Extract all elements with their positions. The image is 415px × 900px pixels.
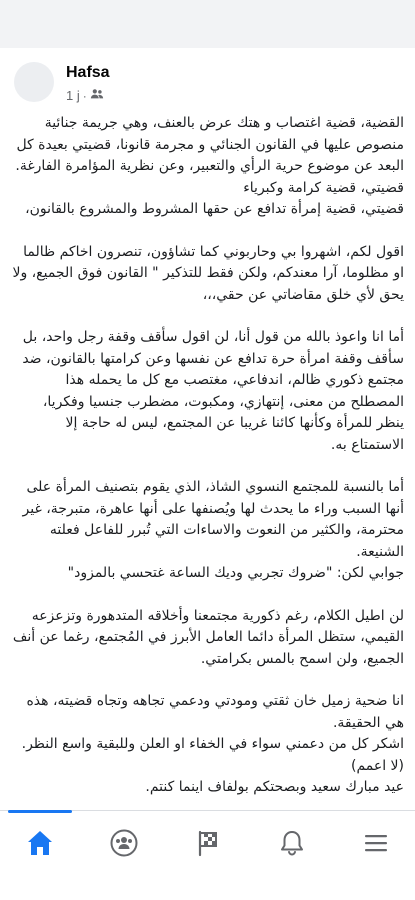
post-paragraph: قضيتي، قضية كرامة وكبرياء <box>243 179 404 196</box>
post-paragraph: أما انا واعوذ بالله من قول أنا، لن اقول سأقف وقفة رجل واحد، بل سأقف وقفة امرأة حرة تدافع عن نفسها وعن كرامتها بالقانون، ضد مجتمع ذكوري ظالم، اندفاعي، مغتصب مع كل ما يحمله هذا المصطلح من معنى، إنتهازي، ومكبوت، مضطرب جنسيا وفكريا، ينظر للمرأة وكأنها كائنا غريبا عن المجتمع، ليس له حاجة إلا الاستمتاع به. <box>22 329 404 453</box>
nav-menu-button[interactable] <box>346 821 406 865</box>
menu-icon <box>361 828 391 858</box>
post-paragraph: اقول لكم، اشهروا بي وحاربوني كما تشاؤون، تنصرون اخاكم ظالما او مظلوما، آرا معندكم، ولكن فقط للتذكير " القانون فوق الجميع، ولا يحق لأي خلق مقاضاتي عن حقي،،، <box>12 243 404 303</box>
nav-home-button[interactable] <box>10 821 70 865</box>
post-paragraph: انا ضحية زميل خان ثقتي ومودتي ودعمي تجاهه وتجاه قضيته، هذه هي الحقيقة. <box>26 693 404 731</box>
post-paragraph: جوابي لكن: "ضروك تجربي وديك الساعة غتحسي بالمزود" <box>67 565 404 581</box>
bottom-nav <box>0 810 415 900</box>
paragraph-gap <box>12 221 404 242</box>
nav-pages-button[interactable] <box>178 821 238 865</box>
post-paragraph: اشكر كل من دعمني سواء في الخفاء او العلن وللبقية واسع النظر. (لا اعمم) <box>21 736 404 774</box>
post-paragraph: أما بالنسبة للمجتمع النسوي الشاذ، الذي يقوم بتصنيف المرأة على أنها السبب وراء ما يحدث لها ويُصنفها على أنها عاهرة، متبرجة، غير محترمة، والكثير من النعوت والاساءات التي تُبرر للفاعل فعلته الشنيعة. <box>22 479 404 560</box>
home-icon <box>25 828 55 858</box>
post-paragraph: قضيتي، قضية إمرأة تدافع عن حقها المشروط والمشروع بالقانون، <box>25 201 404 217</box>
post-meta <box>66 87 104 104</box>
paragraph-gap <box>12 306 404 327</box>
flag-icon <box>193 828 223 858</box>
separator-dot: · <box>82 88 87 103</box>
post-author[interactable]: Hafsa <box>66 64 110 81</box>
avatar[interactable] <box>14 62 54 102</box>
bell-icon <box>277 828 307 858</box>
top-strip <box>0 0 415 48</box>
paragraph-gap <box>12 456 404 477</box>
paragraph-gap <box>12 670 404 691</box>
post-paragraph: عيد مبارك سعيد وبصحتكم بولفاف اينما كنتم. <box>145 779 404 795</box>
post-paragraph: لن اطيل الكلام، رغم ذكورية مجتمعنا وأخلاقه المتدهورة وتزعزعه القيمي، ستظل المرأة دائما العامل الأبرز في المُجتمع، رغما عن أنف الجميع، ولن اسمح بالمس بكرامتي. <box>12 607 404 667</box>
post-time[interactable]: 1 j <box>66 88 80 103</box>
nav-groups-button[interactable] <box>94 821 154 865</box>
post-header <box>14 58 404 110</box>
post-body <box>12 113 404 805</box>
groups-icon <box>109 828 139 858</box>
nav-notifications-button[interactable] <box>262 821 322 865</box>
friends-icon[interactable] <box>90 87 104 104</box>
post-paragraph: القضية، قضية اغتصاب و هتك عرض بالعنف، وهي جريمة جنائية منصوص عليها في القانون الجنائي و مجرمة قانونا، قضيتي بعيدة كل البعد عن موضوع حرية الرأي والتعبير، وعن نظرية المؤامرة الفارغة. <box>15 115 404 174</box>
paragraph-gap <box>12 585 404 606</box>
nav-active-indicator <box>8 810 72 813</box>
